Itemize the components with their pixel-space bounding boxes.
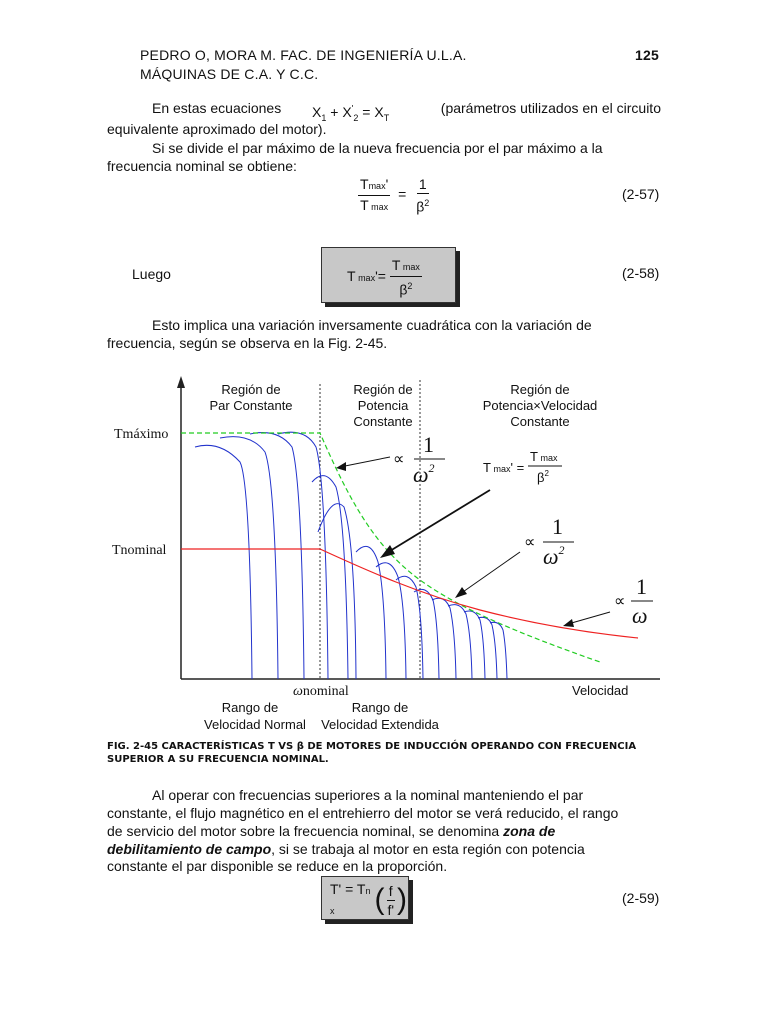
torque-curve-15 [490,622,507,679]
para4-line5: constante el par disponible se reduce en la proporción. [107,858,448,874]
range-normal: Rango de Velocidad Normal [204,700,306,732]
arrow-head-1 [336,462,346,471]
equation-2-59-box [321,876,409,920]
arrow-head-3 [455,587,467,598]
para4-line4 [107,840,585,858]
luego-label: Luego [132,266,171,282]
para4-zona-de: zona de [503,823,556,839]
annot-formula-lhs: T max' = [483,460,525,475]
eq59-den: f' [387,901,394,918]
equation-2-57: $\frac{Tmax'}{\text{T max}}$ = $\frac{1}{\beta^2}$ [360,176,430,215]
figure-caption-line1: FIG. 2-45 CARACTERÍSTICAS T VS β DE MOTORES DE INDUCCIÓN OPERANDO CON FRECUENCIA [107,741,637,752]
para1-line2: equivalente aproximado del motor). [107,121,327,137]
para4-line4-text: , si se trabaja al motor en esta región con potencia [271,841,585,857]
page-number: 125 [635,47,659,63]
annot-one-1: 1 [423,432,434,457]
torque-curve-11 [432,598,456,679]
annot-prop-2: ∝ [524,534,536,551]
figure-2-45 [100,372,665,737]
header-subject: MÁQUINAS DE C.A. Y C.C. [140,66,319,82]
annot-formula-den: $\beta^2$ [537,469,549,485]
equation-number-2-58: (2-58) [622,265,660,281]
annot-formula-num: T max [530,449,558,464]
arrow-line-3 [460,552,520,594]
equation-2-59: T' = Tn x ( $\frac{f}{f'}$ ) [330,881,407,918]
annot-one-2: 1 [552,514,563,539]
para4-line3-text: de servicio del motor sobre la frecuencia nominal, se denomina [107,823,500,839]
para2-line1: Si se divide el par máximo de la nueva frecuencia por el par máximo a la [152,140,603,156]
arrow-line-4 [568,612,610,624]
torque-curve-6 [318,504,356,679]
annot-w2-1: $\omega^2$ [413,461,435,487]
annot-prop-1: ∝ [393,451,405,468]
label-tmaximo: Tmáximo [114,427,169,442]
label-tnominal: Tnominal [112,543,167,558]
y-axis-arrowhead [177,376,185,388]
para4-line3 [107,822,555,840]
torque-curve-3 [250,433,304,679]
arrow-line-1 [340,457,390,467]
arrow-head-4 [563,619,574,627]
para1-rest: (parámetros utilizados en el circuito [440,100,661,116]
arrow-line-2 [385,490,490,554]
para3-line2: frecuencia, según se observa en la Fig. 2-45. [107,335,388,351]
region-potencia-constante: Región de Potencia Constante [353,382,413,429]
region-par-constante: Región de Par Constante [209,382,293,413]
equation-2-58: T max'= $\frac{\text{T max}}{\beta^2}$ [347,257,420,298]
equation-2-58-box [321,247,456,303]
para4-line2: constante, el flujo magnético en el entrehierro del motor se verá reducido, el rango [107,805,619,821]
para3-line1: Esto implica una variación inversamente cuadrática con la variación de [152,317,592,333]
para4-line1: Al operar con frecuencias superiores a la nominal manteniendo el par [152,787,584,803]
annot-w: ω [632,603,648,628]
annot-one-3: 1 [636,574,647,599]
para4-debilitamiento: debilitamiento de campo [107,841,272,857]
eq59-num: f [388,882,393,899]
para2-line2: frecuencia nominal se obtiene: [107,158,297,174]
x-tick-nominal: ωnominal [293,684,349,699]
range-extended: Rango de Velocidad Extendida [321,700,439,732]
annot-w2-2: $\omega^2$ [543,543,565,569]
para1-lead: En estas ecuaciones [152,100,282,116]
equation-number-2-57: (2-57) [622,186,660,202]
figure-caption-line2: SUPERIOR A SU FRECUENCIA NOMINAL. [107,754,329,765]
header-author: PEDRO O, MORA M. FAC. DE INGENIERÍA U.L.A. [140,47,467,63]
x-axis-label: Velocidad [572,683,629,698]
equation-number-2-59: (2-59) [622,890,660,906]
torque-curve-9 [396,576,423,679]
torque-curve-7 [356,546,386,679]
region-potencia-velocidad: Región de Potencia×Velocidad Constante [482,382,598,429]
para1-formula: $X_1 + X'_2 = X_T$ [312,103,390,123]
torque-curve-1 [195,445,252,679]
annot-prop-3: ∝ [614,593,626,610]
torque-curve-10 [414,589,439,679]
torque-speed-curves [195,432,507,679]
